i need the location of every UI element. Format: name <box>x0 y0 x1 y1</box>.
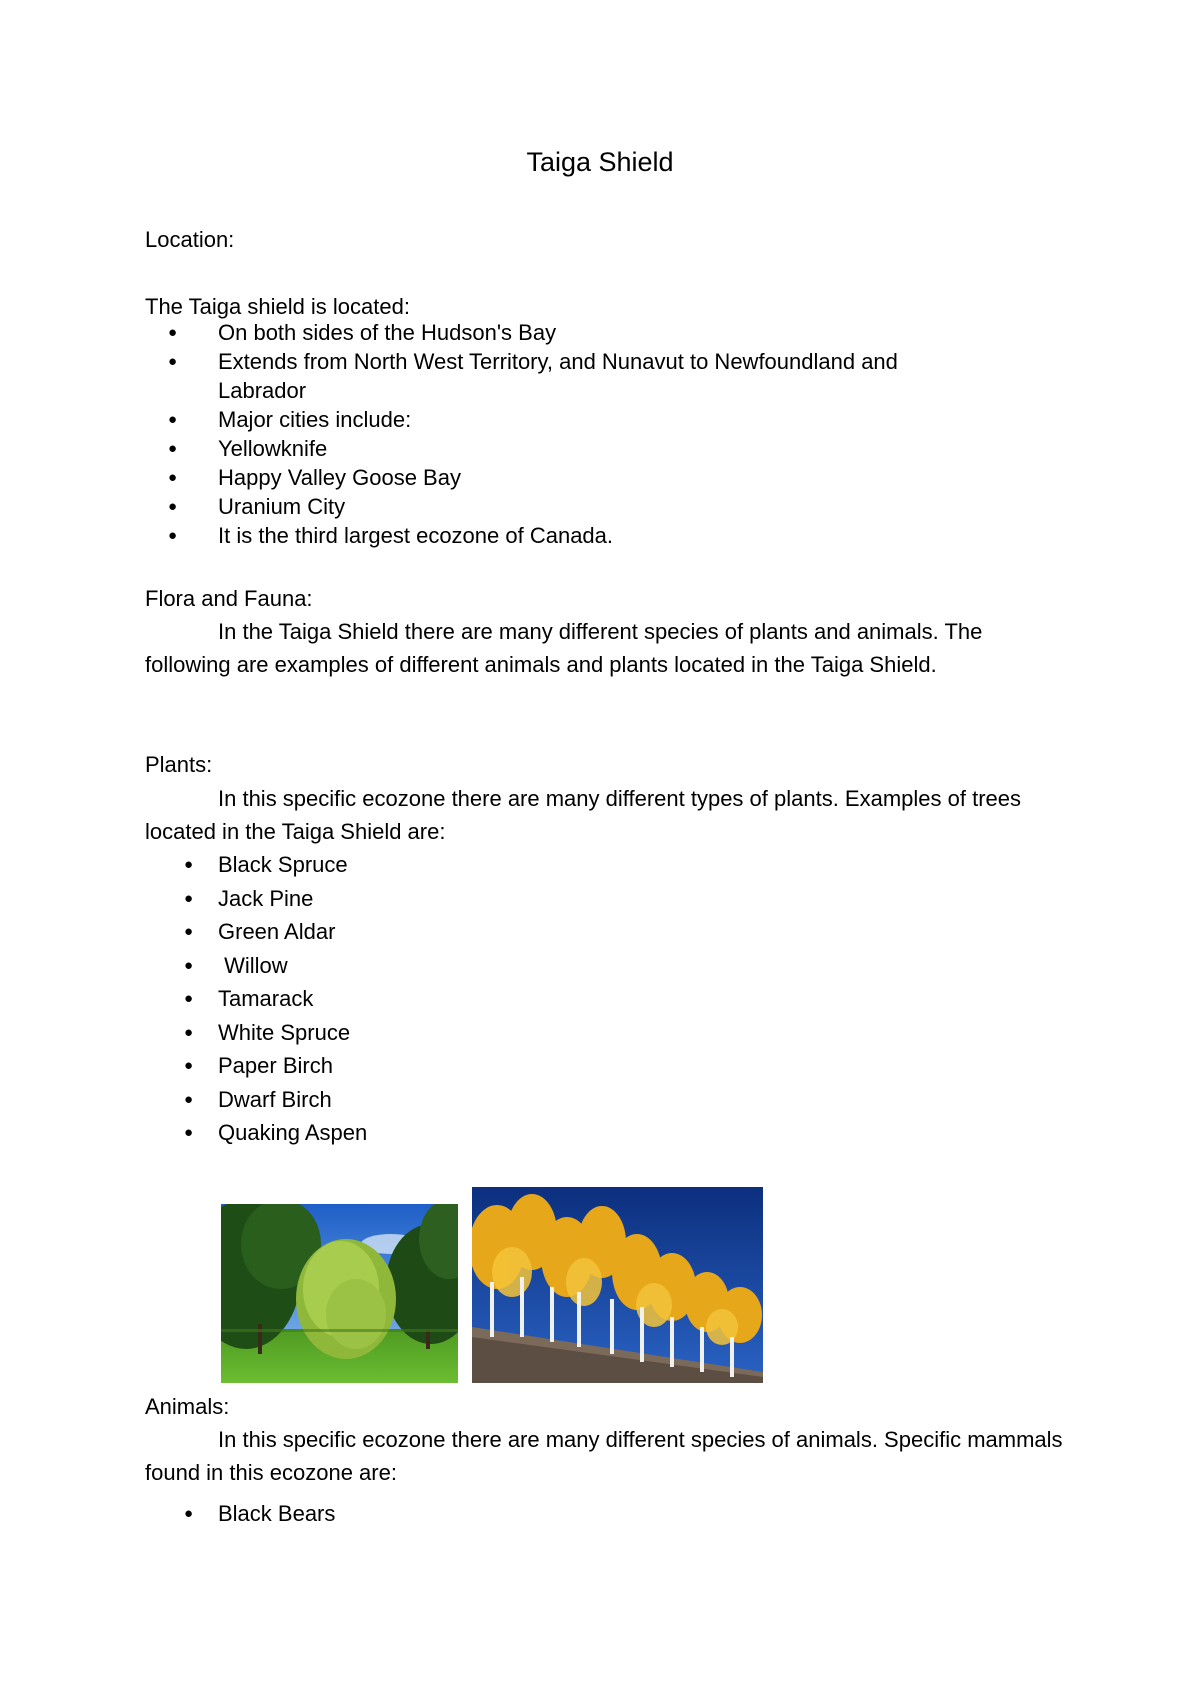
list-item: ● Quaking Aspen <box>145 1116 367 1150</box>
bullet-icon: ● <box>184 990 194 1007</box>
list-item: ● Uranium City <box>168 494 346 519</box>
location-list <box>145 318 898 550</box>
bullet-icon: ● <box>184 1505 194 1522</box>
bullet-icon: ● <box>168 440 178 457</box>
list-item: ● Major cities include: <box>168 407 412 432</box>
bullet-icon: ● <box>184 1124 194 1141</box>
bullet-icon: ● <box>168 324 178 341</box>
page-title: Taiga Shield <box>526 147 674 177</box>
bullet-icon: ● <box>168 411 178 428</box>
willow-tree-image <box>221 1204 458 1383</box>
bullet-icon: ● <box>184 1023 194 1041</box>
list-item: ● Green Aldar <box>145 915 367 949</box>
animals-list <box>145 1497 335 1530</box>
plants-heading: Plants: <box>145 752 213 777</box>
bullet-icon: ● <box>184 956 194 974</box>
plants-paragraph: In this specific ecozone there are many different types of plants. Examples of trees located in the Taiga Shield are: <box>145 786 1022 844</box>
list-item: ● Extends from North West Territory, and Nunavut to Newfoundland and Labrador <box>168 349 898 403</box>
bullet-icon: ● <box>184 1090 194 1108</box>
flora-fauna-paragraph: In the Taiga Shield there are many different species of plants and animals. The following are examples of different animals and plants located in the Taiga Shield. <box>145 619 983 677</box>
list-item: ● Jack Pine <box>145 882 367 916</box>
bullet-icon: ● <box>168 469 178 486</box>
bullet-icon: ● <box>184 889 194 907</box>
bullet-icon: ● <box>184 923 194 940</box>
list-item: ● Happy Valley Goose Bay <box>168 465 461 490</box>
list-item: ● Black Spruce <box>145 848 367 882</box>
location-heading: Location: <box>145 227 235 252</box>
animals-paragraph: In this specific ecozone there are many different species of animals. Specific mammals found in this ecozone are: <box>145 1427 1063 1485</box>
list-item: ● Dwarf Birch <box>145 1083 367 1117</box>
list-item: ● Paper Birch <box>145 1049 367 1083</box>
list-item: ● White Spruce <box>145 1016 367 1050</box>
bullet-icon: ● <box>184 856 194 873</box>
list-item: ● It is the third largest ecozone of Canada. <box>168 523 614 548</box>
bullet-icon: ● <box>168 353 178 370</box>
list-item: ● Willow <box>145 949 367 983</box>
list-item: ● On both sides of the Hudson's Bay <box>168 320 557 345</box>
flora-fauna-heading: Flora and Fauna: <box>145 586 313 611</box>
bullet-icon: ● <box>184 1057 194 1074</box>
animals-heading: Animals: <box>145 1394 230 1419</box>
list-item: ● Yellowknife <box>168 436 328 461</box>
list-item: ● Black Bears <box>145 1497 335 1530</box>
bullet-icon: ● <box>168 527 178 544</box>
list-item: ● Tamarack <box>145 982 367 1016</box>
aspen-grove-image <box>472 1187 763 1383</box>
location-intro: The Taiga shield is located: <box>145 294 410 319</box>
plants-list <box>145 848 367 1150</box>
bullet-icon: ● <box>168 498 178 515</box>
